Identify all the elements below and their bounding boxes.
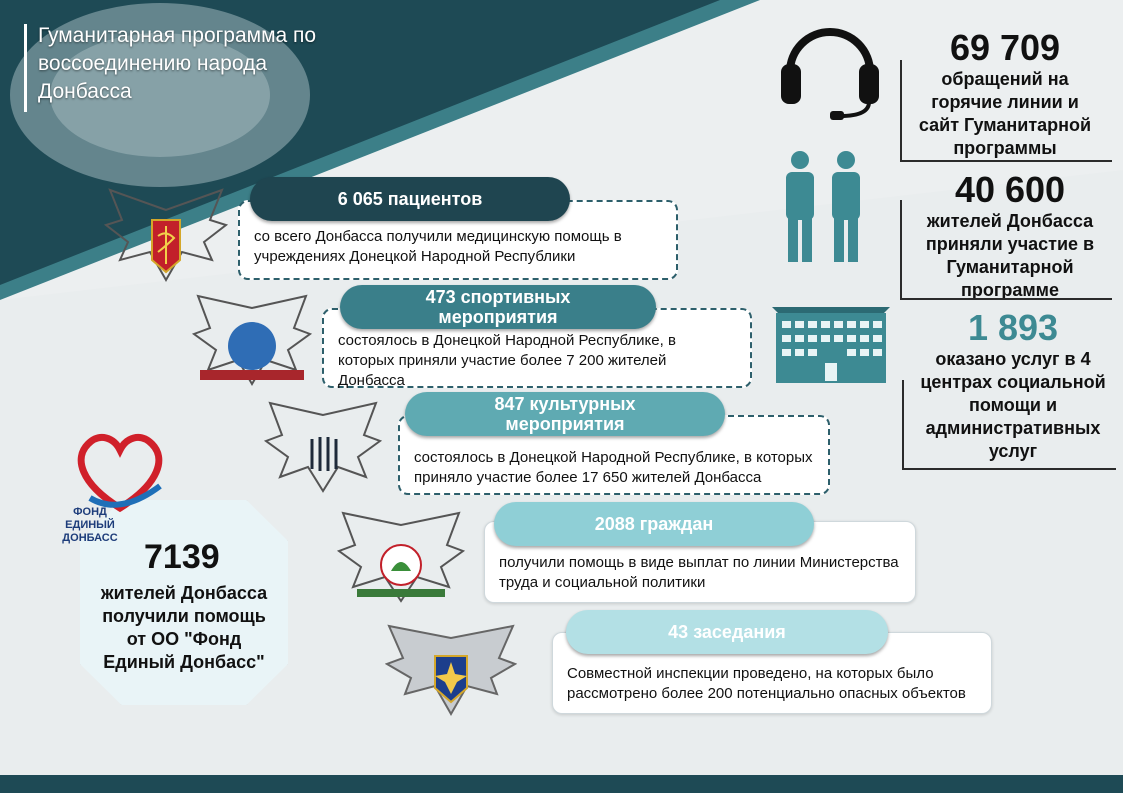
stat-hotline-label: обращений на горячие линии и сайт Гуманитарной программы <box>918 69 1092 158</box>
pill-patients: 6 065 пациентов <box>250 177 570 221</box>
stat-participants-label: жителей Донбасса приняли участие в Гуманитарной программе <box>925 211 1095 300</box>
info-text-payments: получили помощь в виде выплат по линии Министерства труда и социальной политики <box>499 554 899 591</box>
info-text-inspections: Совместной инспекции проведено, на которых было рассмотрено более 200 потенциально опасных объектов <box>567 665 966 702</box>
info-text-sports: состоялось в Донецкой Народной Республике, в которых приняли участие более 7 200 жителей Донбасса <box>338 332 676 389</box>
stat-divider <box>900 60 1112 162</box>
sports-ministry-emblem <box>190 288 315 398</box>
labor-ministry-emblem <box>335 505 467 610</box>
info-text-patients: со всего Донбасса получили медицинскую помощь в учреждениях Донецкой Народной Республики <box>254 228 622 265</box>
headset-icon <box>775 12 885 122</box>
fund-number: 7139 <box>144 538 220 576</box>
stat-divider <box>900 200 1112 300</box>
people-icon <box>778 150 870 265</box>
stat-hotline-number: 69 709 <box>949 27 1061 68</box>
pill-sports: 473 спортивных мероприятия <box>340 285 656 329</box>
culture-ministry-emblem <box>262 395 384 500</box>
pill-culture: 847 культурных мероприятия <box>405 392 725 436</box>
info-text-culture: состоялось в Донецкой Народной Республике, в которых приняло участие более 17 650 жителей Донбасса <box>414 449 813 486</box>
page-title: Гуманитарная программа по воссоединению народа Донбасса <box>38 24 317 103</box>
footer-bar <box>0 775 1123 793</box>
stat-services-number: 1 893 <box>967 307 1059 348</box>
fund-label: жителей Донбасса получили помощь от ОО "Фонд Единый Донбасс" <box>100 583 268 672</box>
fund-logo-text: ФОНД ЕДИНЫЙ ДОНБАСС <box>62 506 118 544</box>
stat-divider <box>902 380 1116 470</box>
emergency-ministry-emblem <box>385 618 517 718</box>
title-accent <box>24 24 27 112</box>
pill-payments: 2088 граждан <box>494 502 814 546</box>
building-icon <box>772 305 890 385</box>
heart-logo-icon <box>70 428 170 518</box>
stat-participants-number: 40 600 <box>954 169 1066 210</box>
stat-services-label: оказано услуг в 4 центрах социальной помощи и административных услуг <box>920 349 1106 461</box>
health-ministry-emblem <box>100 180 232 290</box>
pill-inspections: 43 заседания <box>566 610 888 654</box>
